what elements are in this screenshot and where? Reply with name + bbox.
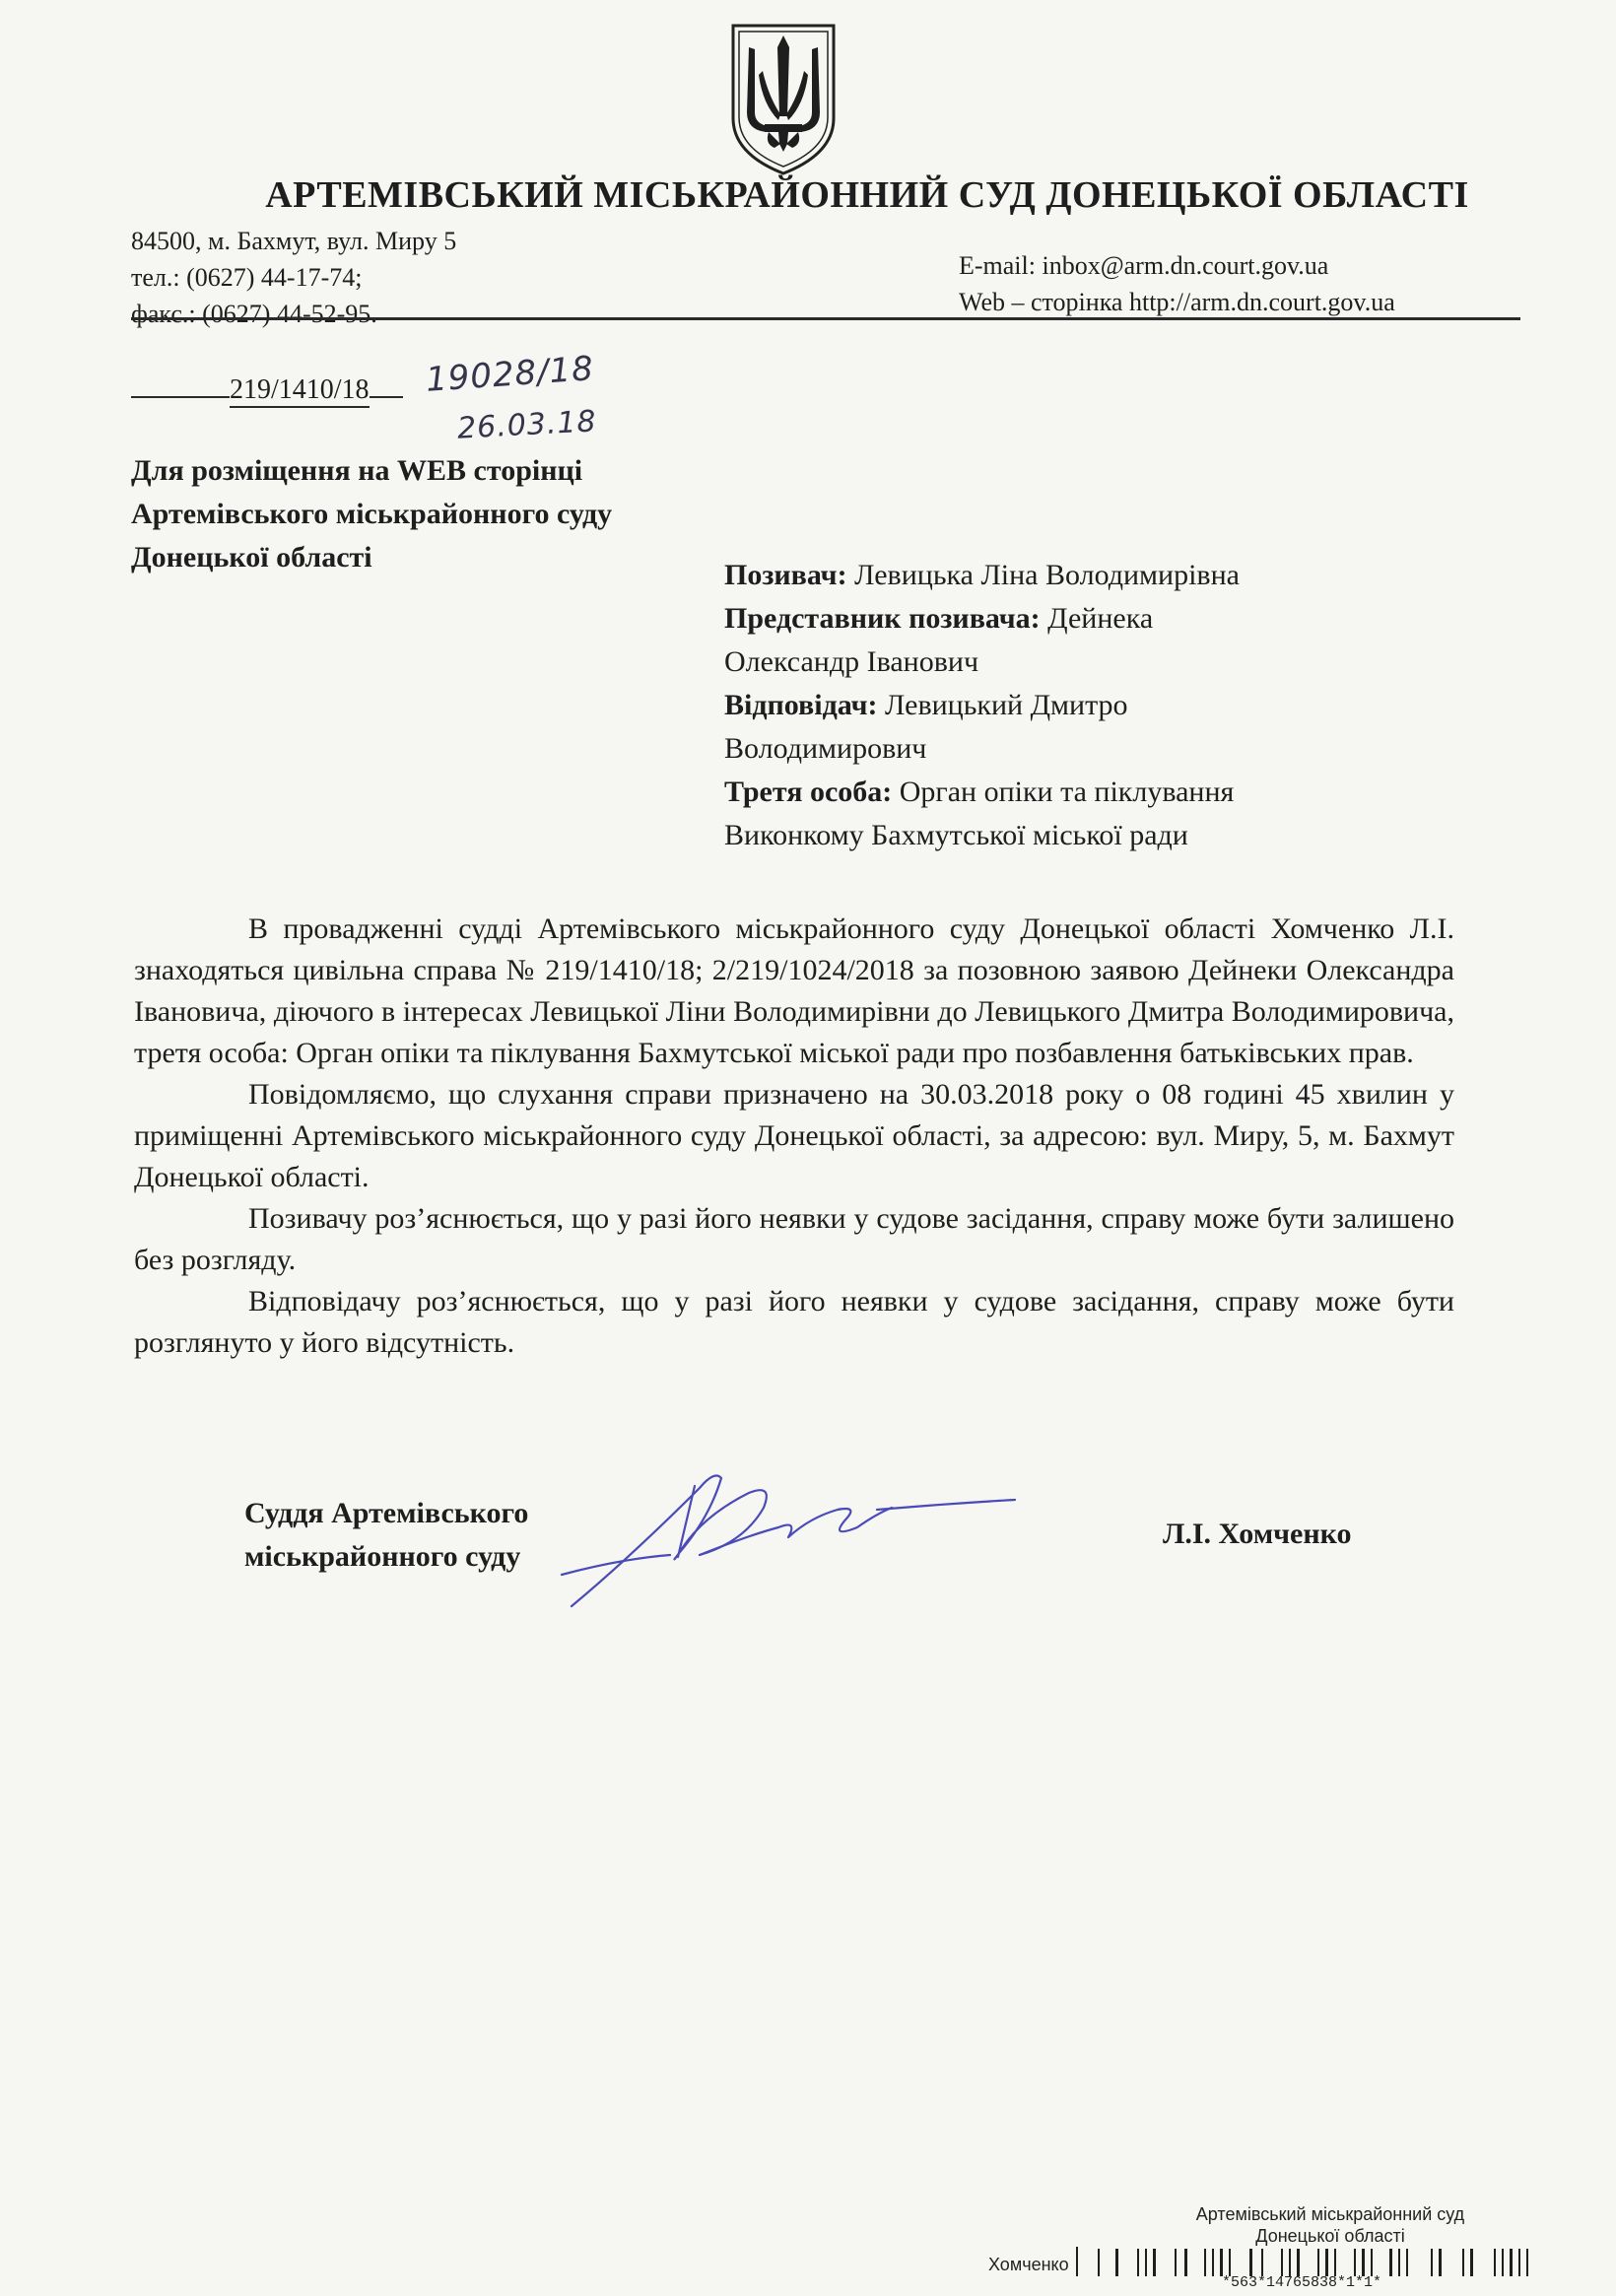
handwritten-signature <box>552 1449 1044 1616</box>
defendant-name: Левицький Дмитро <box>884 689 1128 721</box>
publication-note <box>131 449 612 579</box>
contact-block-left <box>131 223 456 332</box>
court-address: 84500, м. Бахмут, вул. Миру 5 <box>131 227 457 255</box>
judge-position-line: міськрайонного суду <box>244 1540 521 1573</box>
body-paragraph: Відповідачу роз’яснюється, що у разі його неявки у судове засідання, справу може бути розглянуто у його відсутність. <box>134 1285 1454 1359</box>
body-paragraph: В провадженні судді Артемівського міськрайонного суду Донецької області Хомченко Л.І. знаходяться цивільна справа № 219/1410/18; 2/219/1024/2018 за позовною заявою Дейнеки Олександра Івановича, діючого в інтересах Левицької Ліни Володимирівни до Левицького Дмитра Володимировича, третя особа: Орган опіки та піклування Бахмутської міської ради про позбавлення батьківських прав. <box>134 912 1454 1069</box>
body-paragraph: Позивачу роз’яснюється, що у разі його неявки у судове засідання, справу може бути залишено без розгляду. <box>134 1202 1454 1276</box>
publication-note-line: Для розміщення на WEB сторінці <box>131 454 583 487</box>
registry-stamp-judge: Хомченко <box>988 2255 1069 2274</box>
blank-underline <box>131 396 230 398</box>
court-fax: факс.: (0627) 44-52-95. <box>131 300 377 328</box>
judge-name: Л.І. Хомченко <box>1163 1518 1352 1550</box>
representative-name: Дейнека <box>1047 602 1154 635</box>
outgoing-number: 219/1410/18 <box>230 374 370 408</box>
representative-name-cont: Олександр Іванович <box>724 645 979 678</box>
plaintiff-name: Левицька Ліна Володимирівна <box>854 559 1240 591</box>
publication-note-line: Донецької області <box>131 541 372 574</box>
judge-position-line: Суддя Артемівського <box>244 1497 529 1529</box>
blank-underline <box>370 396 403 398</box>
barcode-number: *563*14765838*1*1* <box>1222 2274 1382 2291</box>
court-email: E-mail: inbox@arm.dn.court.gov.ua <box>959 251 1329 280</box>
plaintiff-label: Позивач: <box>724 559 847 591</box>
contact-block-right <box>959 247 1395 320</box>
parties-block <box>724 554 1394 857</box>
outgoing-number-line <box>131 374 403 408</box>
body-paragraph: Повідомляємо, що слухання справи призначено на 30.03.2018 року о 08 годині 45 хвилин у приміщенні Артемівського міськрайонного суду Донецької області, за адресою: вул. Миру, 5, м. Бахмут Донецької області. <box>134 1078 1454 1193</box>
handwritten-registration-number: 19028/18 <box>424 349 596 400</box>
registry-stamp-line: Артемівський міськрайонний суд <box>1195 2204 1465 2224</box>
notice-body <box>134 909 1454 1364</box>
third-party-name: Орган опіки та піклування <box>899 776 1235 808</box>
judge-position <box>244 1492 528 1579</box>
registry-stamp-court <box>1133 2203 1527 2247</box>
defendant-name-cont: Володимирович <box>724 732 927 765</box>
court-name-heading: АРТЕМІВСЬКИЙ МІСЬКРАЙОННИЙ СУД ДОНЕЦЬКОЇ ОБЛАСТІ <box>265 174 1469 216</box>
court-website: Web – сторінка http://arm.dn.court.gov.ua <box>959 288 1395 316</box>
third-party-label: Третя особа: <box>724 776 893 808</box>
handwritten-registration-date: 26.03.18 <box>456 404 598 446</box>
third-party-name-cont: Виконкому Бахмутської міської ради <box>724 819 1188 851</box>
representative-label: Представник позивача: <box>724 602 1041 635</box>
court-phone: тел.: (0627) 44-17-74; <box>131 263 363 292</box>
registry-stamp-line: Донецької області <box>1255 2226 1405 2246</box>
defendant-label: Відповідач: <box>724 689 878 721</box>
publication-note-line: Артемівського міськрайонного суду <box>131 498 613 530</box>
letterhead-divider <box>131 317 1520 320</box>
coat-of-arms-icon <box>725 22 842 177</box>
